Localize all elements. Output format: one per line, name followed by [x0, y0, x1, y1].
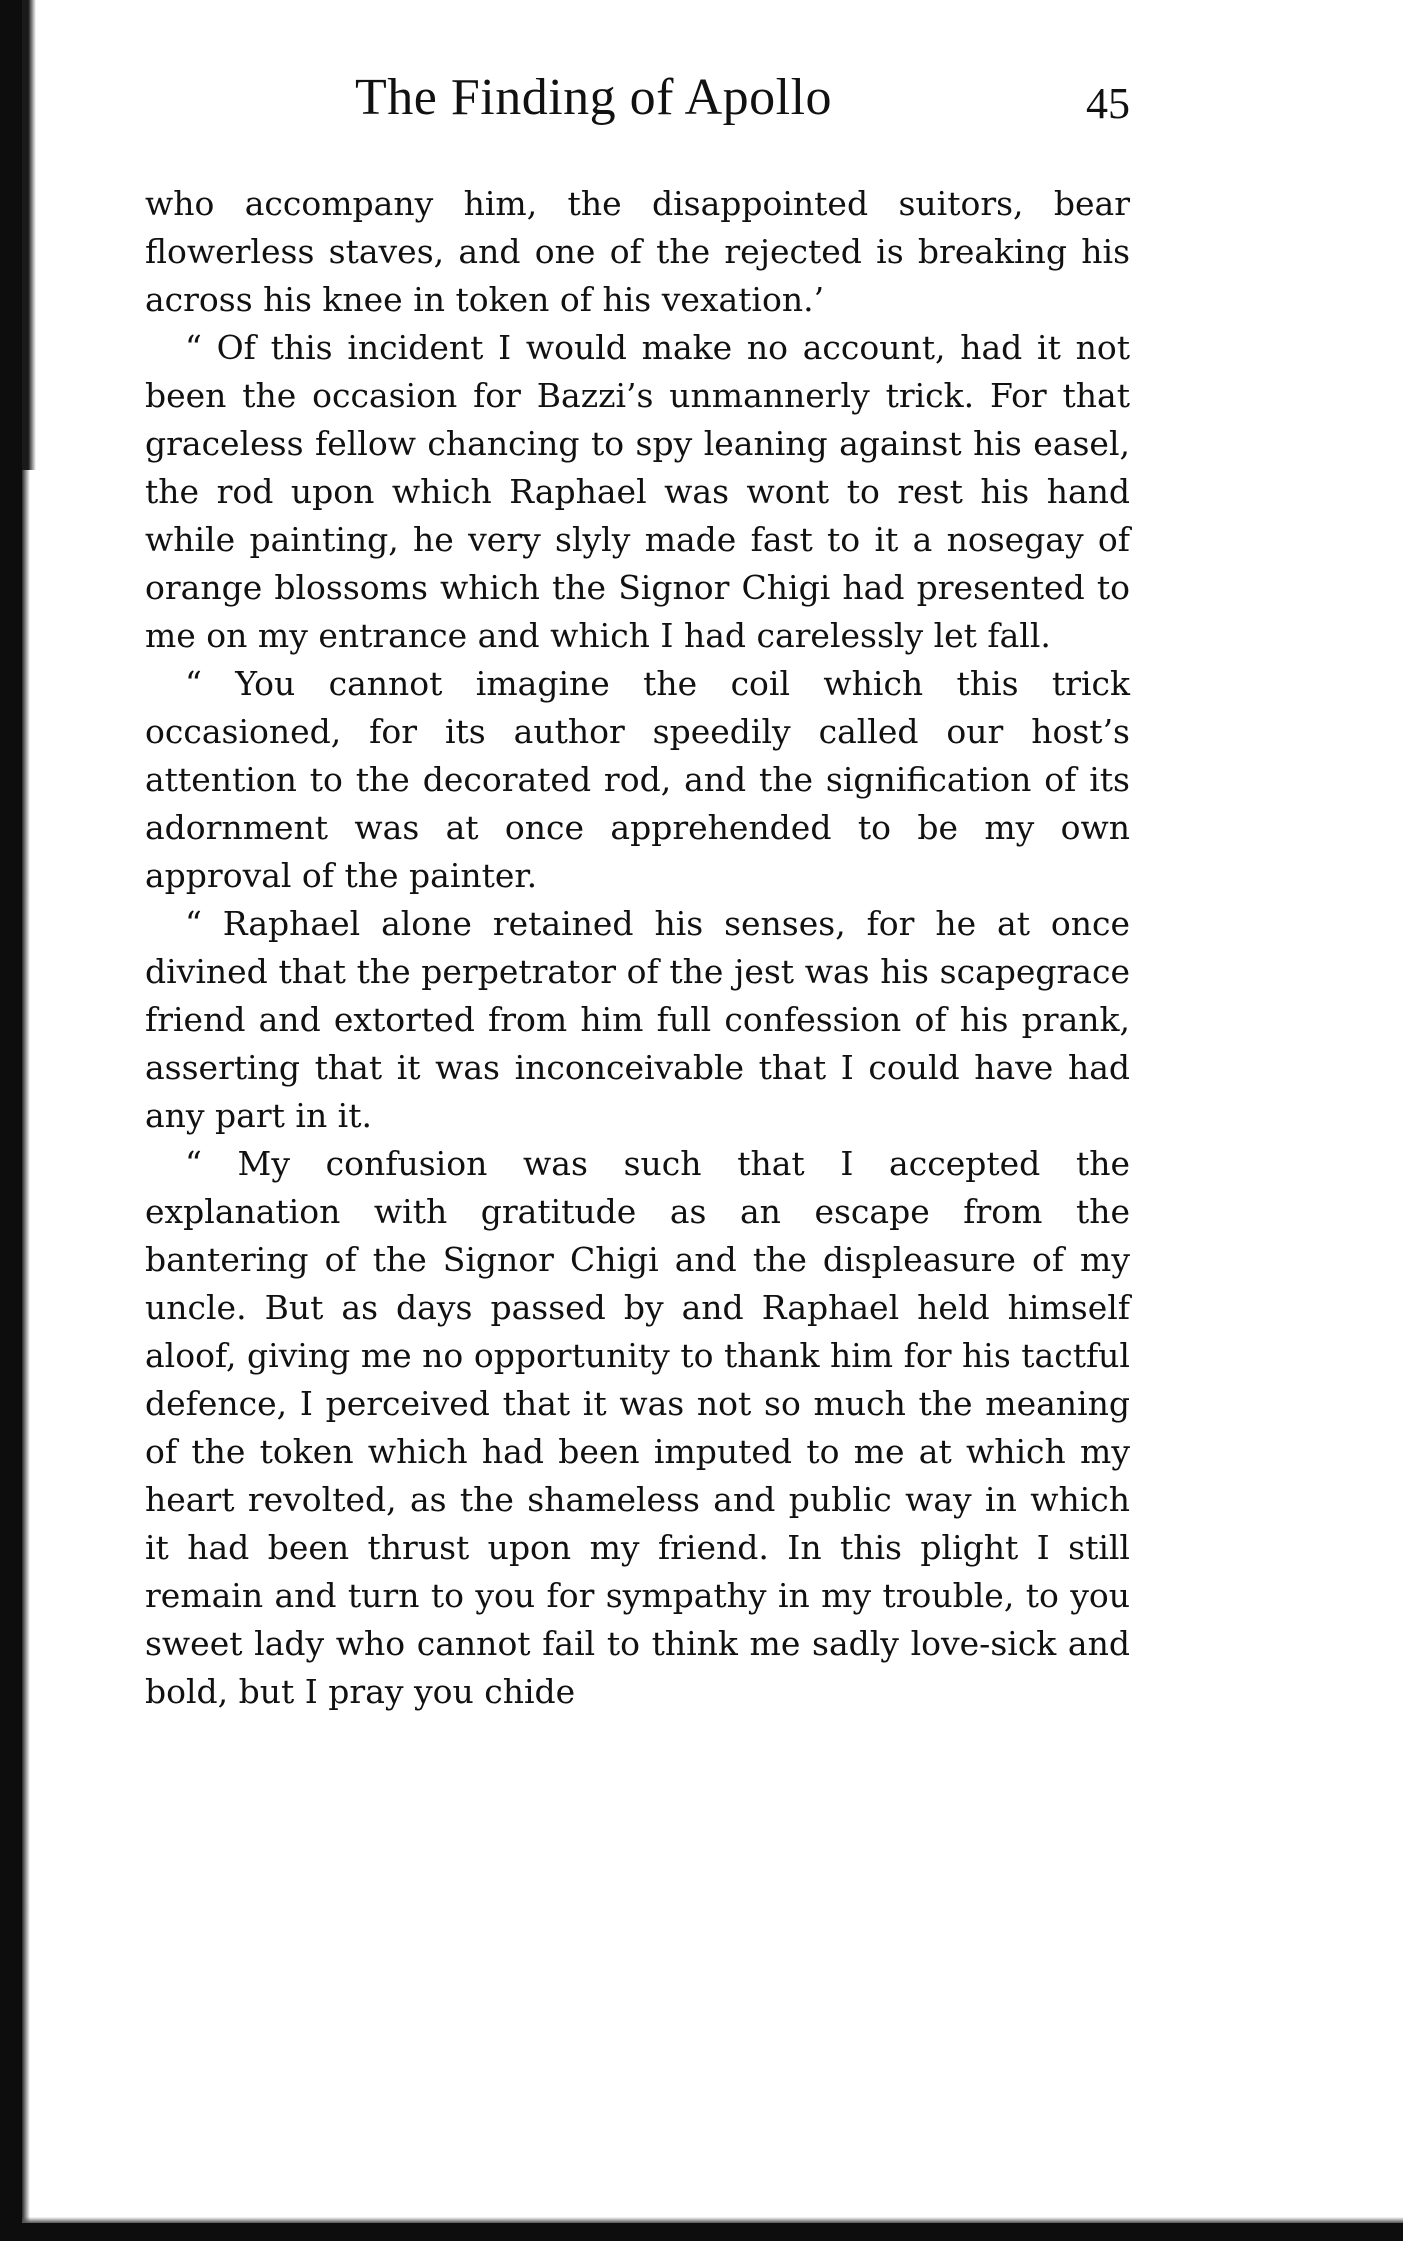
scan-bottom-edge — [0, 2223, 1403, 2241]
book-page — [145, 68, 1130, 1716]
paragraph: “ Raphael alone retained his senses, for he at once divined that the perpetrator of the jest was his scapegrace friend and extorted from him full confession of his prank, asserting that it was inconceivable that I could have had any part in it. — [145, 904, 1130, 1135]
scan-left-edge — [0, 0, 22, 2241]
running-head — [145, 68, 1130, 138]
scan-left-edge-ragged — [22, 0, 36, 470]
running-title: The Finding of Apollo — [355, 69, 833, 126]
paragraph: “ My confusion was such that I accepted the explanation with gratitude as an escape from the bantering of the Signor Chigi and the displeasure of my uncle. But as days passed by and Raphael held himself aloof, giving me no opportunity to thank him for his tactful defence, I perceived that it was not so much the meaning of the token which had been imputed to me at which my heart revolted, as the shameless and public way in which it had been thrust upon my friend. In this plight I still remain and turn to you for sympathy in my trouble, to you sweet lady who cannot fail to think me sadly love-sick and bold, but I pray you chide — [145, 1144, 1130, 1711]
page-number: 45 — [1086, 79, 1130, 128]
paragraph: “ You cannot imagine the coil which this trick occasioned, for its author speedily called our host’s attention to the decorated rod, and the signification of its adornment was at once apprehended to be my own approval of the painter. — [145, 664, 1130, 895]
paragraph: “ Of this incident I would make no account, had it not been the occasion for Bazzi’s unmannerly trick. For that graceless fellow chancing to spy leaning against his easel, the rod upon which Raphael was wont to rest his hand while painting, he very slyly made fast to it a nosegay of orange blossoms which the Signor Chigi had presented to me on my entrance and which I had carelessly let fall. — [145, 328, 1130, 655]
scan-left-edge-shadow — [22, 470, 30, 2240]
body-text — [145, 180, 1130, 1716]
paragraph-continued: who accompany him, the disappointed suitors, bear flowerless staves, and one of the rejected is breaking his across his knee in token of his vexation.’ — [145, 184, 1130, 319]
